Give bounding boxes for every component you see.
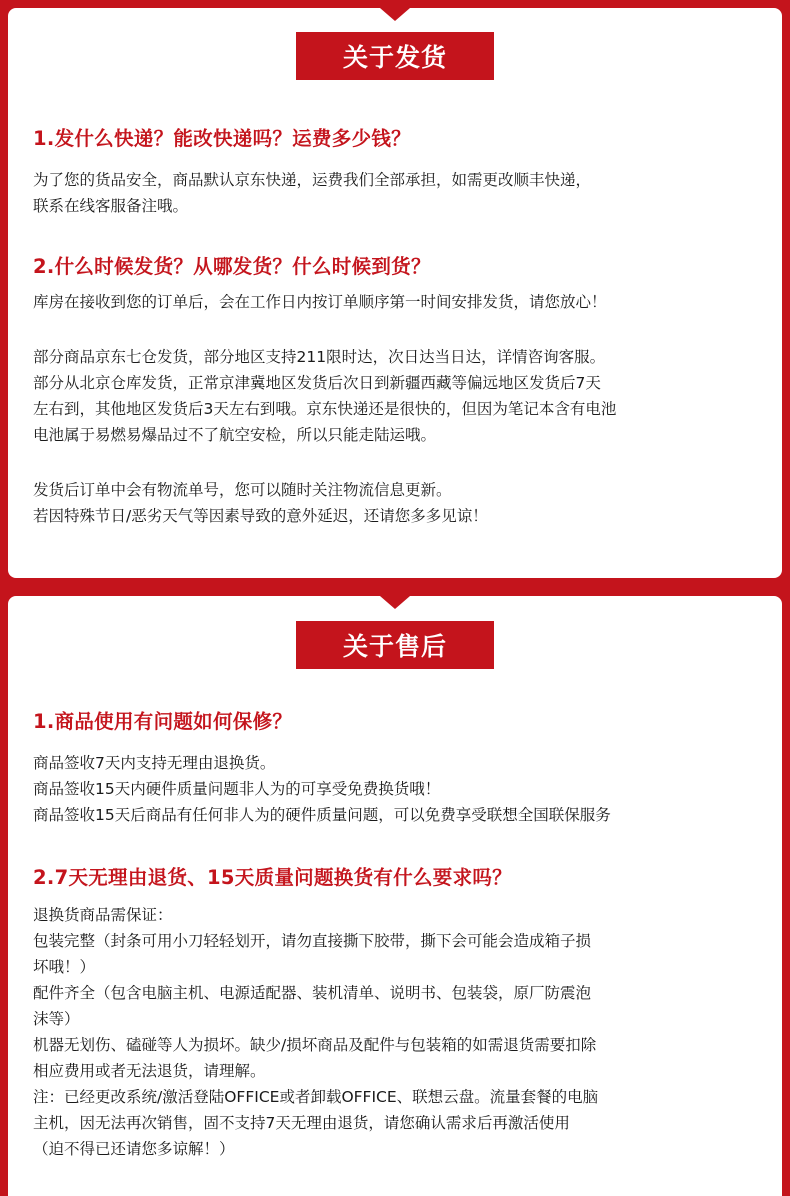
answer-line: 主机，因无法再次销售，固不支持7天无理由退货，请您确认需求后再激活使用 [33, 1114, 570, 1132]
answer-line: 坏哦！） [33, 958, 96, 976]
answer-line: 配件齐全（包含电脑主机、电源适配器、装机清单、说明书、包装袋，原厂防震泡 [33, 984, 592, 1002]
answer-line: 电池属于易燃易爆品过不了航空安检，所以只能走陆运哦。 [33, 426, 437, 444]
aftersale-answer-1 [33, 750, 763, 828]
answer-line: 相应费用或者无法退货，请理解。 [33, 1062, 266, 1080]
answer-line: 库房在接收到您的订单后，会在工作日内按订单顺序第一时间安排发货，请您放心！ [33, 293, 607, 311]
aftersale-card [8, 596, 782, 1196]
shipping-question-1: 1.发什么快递？能改快递吗？运费多少钱？ [33, 127, 411, 150]
answer-line: 机器无划伤、磕碰等人为损坏。缺少/损坏商品及配件与包装箱的如需退货需要扣除 [33, 1036, 597, 1054]
answer-line: 为了您的货品安全，商品默认京东快递，运费我们全部承担，如需更改顺丰快递， [33, 171, 592, 189]
answer-line: 部分从北京仓库发货，正常京津冀地区发货后次日到新疆西藏等偏远地区发货后7天 [33, 374, 601, 392]
card-notch [380, 8, 410, 21]
answer-line: 若因特殊节日/恶劣天气等因素导致的意外延迟，还请您多多见谅！ [33, 507, 488, 525]
shipping-title: 关于发货 [296, 32, 494, 80]
answer-line: 商品签收15天内硬件质量问题非人为的可享受免费换货哦！ [33, 780, 441, 798]
answer-line: 发货后订单中会有物流单号，您可以随时关注物流信息更新。 [33, 481, 452, 499]
aftersale-question-1: 1.商品使用有问题如何保修？ [33, 710, 293, 733]
shipping-answer-2-para-3 [33, 477, 763, 529]
answer-line: 商品签收7天内支持无理由退换货。 [33, 754, 276, 772]
shipping-answer-2-para-1 [33, 289, 763, 315]
answer-line: 退换货商品需保证： [33, 906, 173, 924]
answer-line: 商品签收15天后商品有任何非人为的硬件质量问题，可以免费享受联想全国联保服务 [33, 806, 611, 824]
answer-line: 左右到，其他地区发货后3天左右到哦。京东快递还是很快的，但因为笔记本含有电池 [33, 400, 617, 418]
answer-line: 注：已经更改系统/激活登陆OFFICE或者卸载OFFICE、联想云盘。流量套餐的电脑 [33, 1088, 599, 1106]
answer-line: 包装完整（封条可用小刀轻轻划开，请勿直接撕下胶带，撕下会可能会造成箱子损 [33, 932, 592, 950]
aftersale-question-2: 2.7天无理由退货、15天质量问题换货有什么要求吗？ [33, 866, 512, 889]
answer-line: 部分商品京东七仓发货，部分地区支持211限时达，次日达当日达，详情咨询客服。 [33, 348, 606, 366]
shipping-question-2: 2.什么时候发货？从哪发货？什么时候到货？ [33, 255, 431, 278]
shipping-card [8, 8, 782, 578]
shipping-answer-1 [33, 167, 763, 219]
answer-line: 联系在线客服备注哦。 [33, 197, 189, 215]
answer-line: 沫等） [33, 1010, 80, 1028]
shipping-answer-2-para-2 [33, 344, 763, 448]
aftersale-title: 关于售后 [296, 621, 494, 669]
aftersale-answer-2 [33, 902, 763, 1162]
card-notch [380, 596, 410, 609]
answer-line: （迫不得已还请您多谅解！） [33, 1140, 235, 1158]
